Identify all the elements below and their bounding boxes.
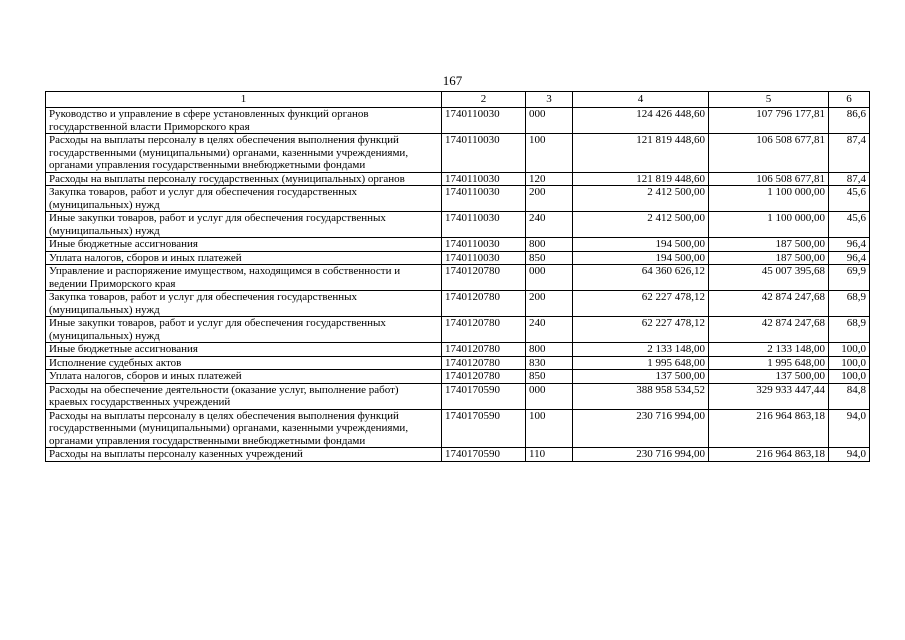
expense-name-cell: Расходы на выплаты персоналу в целях обеспечения выполнения функций государственными (муниципальными) органами, казенными учреждениями, органами управления государственными внебюджетными фондами <box>46 409 442 448</box>
planned-amount-cell: 64 360 626,12 <box>573 265 709 291</box>
header-col-3: 3 <box>526 92 573 108</box>
actual-amount-cell: 42 874 247,68 <box>709 317 829 343</box>
table-row <box>46 356 870 370</box>
actual-amount-cell: 107 796 177,81 <box>709 108 829 134</box>
expense-type-cell: 800 <box>526 238 573 252</box>
expense-type-cell: 240 <box>526 317 573 343</box>
table-row <box>46 265 870 291</box>
actual-amount-cell: 329 933 447,44 <box>709 383 829 409</box>
target-code-cell: 1740110030 <box>442 251 526 265</box>
planned-amount-cell: 2 412 500,00 <box>573 186 709 212</box>
planned-amount-cell: 124 426 448,60 <box>573 108 709 134</box>
table-row <box>46 291 870 317</box>
expense-name-cell: Управление и распоряжение имуществом, находящимся в собственности и ведении Приморского края <box>46 265 442 291</box>
actual-amount-cell: 137 500,00 <box>709 370 829 384</box>
planned-amount-cell: 194 500,00 <box>573 251 709 265</box>
table-row <box>46 172 870 186</box>
expense-name-cell: Расходы на обеспечение деятельности (оказание услуг, выполнение работ) краевых государственных учреждений <box>46 383 442 409</box>
table-body <box>46 108 870 462</box>
target-code-cell: 1740120780 <box>442 356 526 370</box>
target-code-cell: 1740120780 <box>442 317 526 343</box>
planned-amount-cell: 194 500,00 <box>573 238 709 252</box>
actual-amount-cell: 216 964 863,18 <box>709 448 829 462</box>
planned-amount-cell: 230 716 994,00 <box>573 448 709 462</box>
planned-amount-cell: 2 412 500,00 <box>573 212 709 238</box>
expense-name-cell: Расходы на выплаты персоналу в целях обеспечения выполнения функций государственными (муниципальными) органами, казенными учреждениями, органами управления государственными внебюджетными фондами <box>46 134 442 173</box>
table-row <box>46 448 870 462</box>
execution-percent-cell: 96,4 <box>829 251 870 265</box>
execution-percent-cell: 100,0 <box>829 343 870 357</box>
execution-percent-cell: 87,4 <box>829 172 870 186</box>
page-number: 167 <box>442 73 463 88</box>
target-code-cell: 1740110030 <box>442 238 526 252</box>
actual-amount-cell: 187 500,00 <box>709 251 829 265</box>
execution-percent-cell: 86,6 <box>829 108 870 134</box>
expense-type-cell: 120 <box>526 172 573 186</box>
execution-percent-cell: 100,0 <box>829 370 870 384</box>
planned-amount-cell: 121 819 448,60 <box>573 172 709 186</box>
expense-type-cell: 200 <box>526 291 573 317</box>
expense-name-cell: Расходы на выплаты персоналу государственных (муниципальных) органов <box>46 172 442 186</box>
actual-amount-cell: 2 133 148,00 <box>709 343 829 357</box>
target-code-cell: 1740120780 <box>442 265 526 291</box>
expense-type-cell: 200 <box>526 186 573 212</box>
header-col-6: 6 <box>829 92 870 108</box>
header-col-1: 1 <box>46 92 442 108</box>
target-code-cell: 1740170590 <box>442 383 526 409</box>
budget-table <box>45 91 870 462</box>
table-row <box>46 251 870 265</box>
actual-amount-cell: 106 508 677,81 <box>709 134 829 173</box>
execution-percent-cell: 94,0 <box>829 409 870 448</box>
table-header <box>46 92 870 108</box>
actual-amount-cell: 216 964 863,18 <box>709 409 829 448</box>
expense-name-cell: Иные бюджетные ассигнования <box>46 343 442 357</box>
execution-percent-cell: 68,9 <box>829 317 870 343</box>
planned-amount-cell: 230 716 994,00 <box>573 409 709 448</box>
actual-amount-cell: 1 995 648,00 <box>709 356 829 370</box>
actual-amount-cell: 42 874 247,68 <box>709 291 829 317</box>
expense-name-cell: Руководство и управление в сфере установленных функций органов государственной власти Приморского края <box>46 108 442 134</box>
planned-amount-cell: 1 995 648,00 <box>573 356 709 370</box>
planned-amount-cell: 62 227 478,12 <box>573 317 709 343</box>
expense-name-cell: Закупка товаров, работ и услуг для обеспечения государственных (муниципальных) нужд <box>46 186 442 212</box>
planned-amount-cell: 121 819 448,60 <box>573 134 709 173</box>
execution-percent-cell: 94,0 <box>829 448 870 462</box>
target-code-cell: 1740170590 <box>442 409 526 448</box>
table-row <box>46 383 870 409</box>
expense-type-cell: 100 <box>526 134 573 173</box>
header-col-5: 5 <box>709 92 829 108</box>
execution-percent-cell: 69,9 <box>829 265 870 291</box>
expense-name-cell: Закупка товаров, работ и услуг для обеспечения государственных (муниципальных) нужд <box>46 291 442 317</box>
expense-name-cell: Иные бюджетные ассигнования <box>46 238 442 252</box>
header-col-4: 4 <box>573 92 709 108</box>
table-row <box>46 409 870 448</box>
expense-type-cell: 000 <box>526 108 573 134</box>
header-col-2: 2 <box>442 92 526 108</box>
table-row <box>46 212 870 238</box>
expense-type-cell: 800 <box>526 343 573 357</box>
execution-percent-cell: 87,4 <box>829 134 870 173</box>
planned-amount-cell: 388 958 534,52 <box>573 383 709 409</box>
expense-type-cell: 000 <box>526 265 573 291</box>
header-row <box>46 92 870 108</box>
execution-percent-cell: 68,9 <box>829 291 870 317</box>
expense-name-cell: Иные закупки товаров, работ и услуг для обеспечения государственных (муниципальных) нужд <box>46 212 442 238</box>
target-code-cell: 1740110030 <box>442 172 526 186</box>
table-row <box>46 186 870 212</box>
expense-name-cell: Исполнение судебных актов <box>46 356 442 370</box>
target-code-cell: 1740120780 <box>442 343 526 357</box>
actual-amount-cell: 1 100 000,00 <box>709 212 829 238</box>
target-code-cell: 1740110030 <box>442 212 526 238</box>
planned-amount-cell: 137 500,00 <box>573 370 709 384</box>
expense-name-cell: Уплата налогов, сборов и иных платежей <box>46 251 442 265</box>
expense-type-cell: 240 <box>526 212 573 238</box>
expense-name-cell: Уплата налогов, сборов и иных платежей <box>46 370 442 384</box>
actual-amount-cell: 45 007 395,68 <box>709 265 829 291</box>
expense-type-cell: 850 <box>526 251 573 265</box>
target-code-cell: 1740120780 <box>442 291 526 317</box>
actual-amount-cell: 1 100 000,00 <box>709 186 829 212</box>
planned-amount-cell: 2 133 148,00 <box>573 343 709 357</box>
actual-amount-cell: 187 500,00 <box>709 238 829 252</box>
execution-percent-cell: 45,6 <box>829 212 870 238</box>
table-row <box>46 108 870 134</box>
actual-amount-cell: 106 508 677,81 <box>709 172 829 186</box>
expense-name-cell: Расходы на выплаты персоналу казенных учреждений <box>46 448 442 462</box>
execution-percent-cell: 96,4 <box>829 238 870 252</box>
target-code-cell: 1740120780 <box>442 370 526 384</box>
expense-type-cell: 100 <box>526 409 573 448</box>
expense-type-cell: 000 <box>526 383 573 409</box>
target-code-cell: 1740170590 <box>442 448 526 462</box>
target-code-cell: 1740110030 <box>442 108 526 134</box>
table-row <box>46 343 870 357</box>
expense-type-cell: 830 <box>526 356 573 370</box>
planned-amount-cell: 62 227 478,12 <box>573 291 709 317</box>
table-row <box>46 370 870 384</box>
table-row <box>46 317 870 343</box>
target-code-cell: 1740110030 <box>442 186 526 212</box>
expense-type-cell: 110 <box>526 448 573 462</box>
expense-name-cell: Иные закупки товаров, работ и услуг для обеспечения государственных (муниципальных) нужд <box>46 317 442 343</box>
target-code-cell: 1740110030 <box>442 134 526 173</box>
table-row <box>46 238 870 252</box>
table-row <box>46 134 870 173</box>
expense-type-cell: 850 <box>526 370 573 384</box>
execution-percent-cell: 84,8 <box>829 383 870 409</box>
execution-percent-cell: 100,0 <box>829 356 870 370</box>
execution-percent-cell: 45,6 <box>829 186 870 212</box>
